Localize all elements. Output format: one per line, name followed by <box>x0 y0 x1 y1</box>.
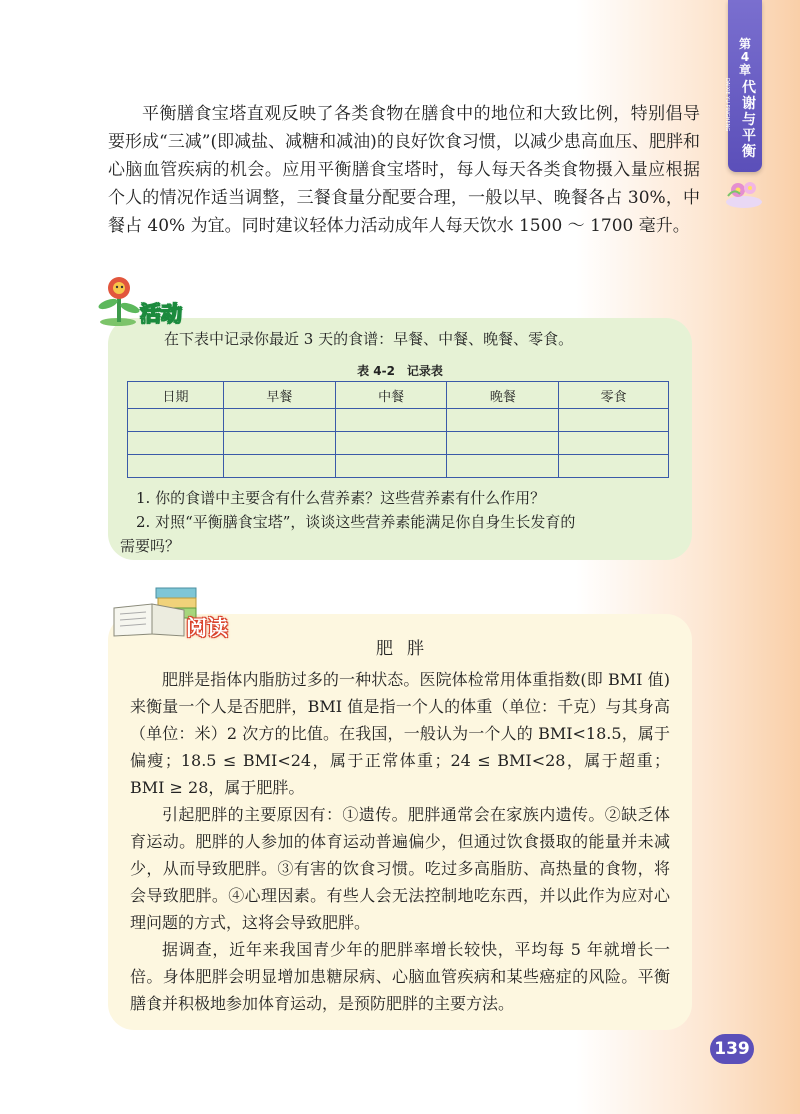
reading-paragraph-3: 据调查，近年来我国青少年的肥胖率增长较快，平均每 5 年就增长一倍。身体肥胖会明显增加患糖尿病、心脑血管疾病和某些癌症的风险。平衡膳食并积极地参加体育运动，是预防肥胖的主要方法。 <box>130 940 670 1013</box>
activity-question-1: 1. 你的食谱中主要含有什么营养素？这些营养素有什么作用？ <box>136 489 546 507</box>
column-header: 早餐 <box>223 382 335 409</box>
table-row <box>128 409 669 432</box>
page-number: 139 <box>710 1034 754 1064</box>
column-header: 中餐 <box>335 382 447 409</box>
column-header: 晚餐 <box>447 382 559 409</box>
reading-paragraph-1: 肥胖是指体内脂肪过多的一种状态。医院体检常用体重指数(即 BMI 值)来衡量一个人是否肥胖，BMI 值是指一个人的体重（单位：千克）与其身高（单位：米）2 次方的比值。在我国，一般认为一个人的 BMI<18.5，属于偏瘦；18.5 ≤ BMI<24，属于正常体重；24 ≤ BMI<28，属于超重；BMI ≥ 28，属于肥胖。 <box>130 670 670 797</box>
chapter-side-tab <box>724 0 762 172</box>
record-table <box>127 381 669 478</box>
table-cell[interactable] <box>559 455 669 478</box>
chapter-pinyin: DAIXIE YU PINGHENG <box>724 78 730 132</box>
table-cell[interactable] <box>128 432 224 455</box>
table-cell[interactable] <box>223 409 335 432</box>
table-cell[interactable] <box>447 409 559 432</box>
flower-decoration-icon <box>722 176 766 210</box>
table-cell[interactable] <box>559 432 669 455</box>
table-row <box>128 432 669 455</box>
activity-question-2-cont: 需要吗？ <box>120 537 181 555</box>
reading-title: 阅读 <box>186 616 228 640</box>
table-cell[interactable] <box>447 432 559 455</box>
table-cell[interactable] <box>559 409 669 432</box>
plant-icon <box>96 274 146 328</box>
reading-paragraph-2: 引起肥胖的主要原因有：①遗传。肥胖通常会在家族内遗传。②缺乏体育运动。肥胖的人参加的体育运动普遍偏少，但通过饮食摄取的能量并未减少，从而导致肥胖。③有害的饮食习惯。吃过多高脂肪、高热量的食物，将会导致肥胖。④心理因素。有些人会无法控制地吃东西，并以此作为应对心理问题的方式，这将会导致肥胖。 <box>130 805 670 932</box>
reading-heading: 肥胖 <box>376 639 438 659</box>
activity-question-2: 2. 对照“平衡膳食宝塔”，谈谈这些营养素能满足你自身生长发育的 <box>136 513 576 531</box>
table-header-row <box>128 382 669 409</box>
table-cell[interactable] <box>223 455 335 478</box>
table-cell[interactable] <box>335 409 447 432</box>
table-row <box>128 455 669 478</box>
intro-paragraph: 平衡膳食宝塔直观反映了各类食物在膳食中的地位和大致比例，特别倡导要形成“三减”(即减盐、减糖和减油)的良好饮食习惯，以减少患高血压、肥胖和心脑血管疾病的机会。应用平衡膳食宝塔时，每人每天各类食物摄入量应根据个人的情况作适当调整，三餐食量分配要合理，一般以早、晚餐各占 30%，中餐占 40% 为宜。同时建议轻体力活动成年人每天饮水 1500 ～ 1700 毫升。 <box>108 104 700 236</box>
table-cell[interactable] <box>335 455 447 478</box>
chapter-label: 第 4 章 <box>738 37 751 77</box>
table-cell[interactable] <box>223 432 335 455</box>
column-header: 零食 <box>559 382 669 409</box>
table-cell[interactable] <box>128 409 224 432</box>
table-cell[interactable] <box>335 432 447 455</box>
table-caption: 表 4-2 记录表 <box>357 364 443 378</box>
column-header: 日期 <box>128 382 224 409</box>
table-cell[interactable] <box>447 455 559 478</box>
activity-title: 活动 <box>140 302 182 326</box>
table-cell[interactable] <box>128 455 224 478</box>
activity-instruction: 在下表中记录你最近 3 天的食谱：早餐、中餐、晚餐、零食。 <box>164 330 574 348</box>
chapter-title: 代 谢 与 平 衡 <box>742 80 756 160</box>
